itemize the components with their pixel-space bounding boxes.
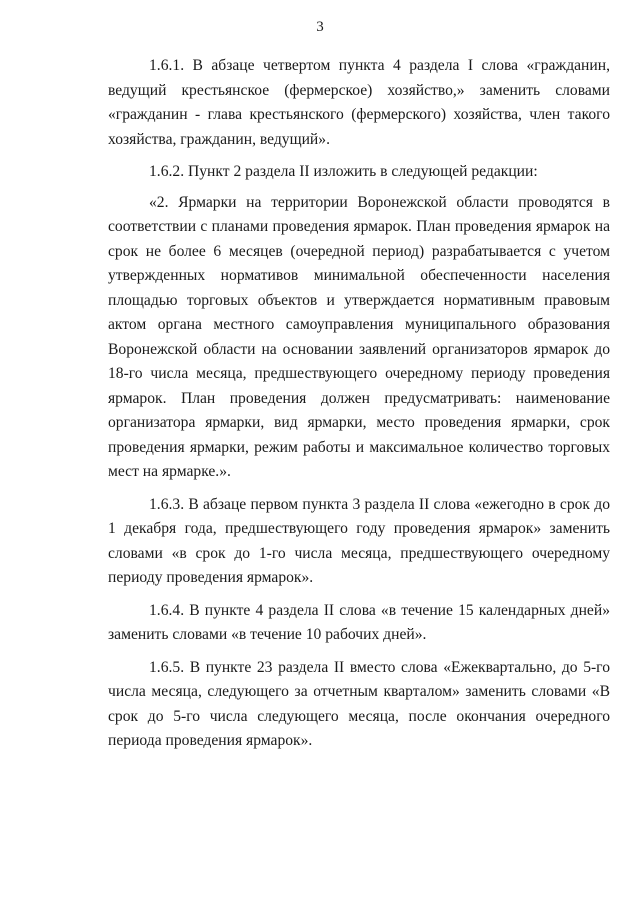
paragraph-1-6-4: 1.6.4. В пункте 4 раздела II слова «в течение 15 календарных дней» заменить словами «в течение 10 рабочих дней». (108, 601, 610, 643)
paragraph-1-6-3: 1.6.3. В абзаце первом пункта 3 раздела II слова «ежегодно в срок до 1 декабря года, предшествующего году проведения ярмарок» заменить словами «в срок до 1-го числа месяца, предшествующего очередному периоду проведения ярмарок». (108, 495, 610, 586)
paragraph-1-6-1: 1.6.1. В абзаце четвертом пункта 4 раздела I слова «гражданин, ведущий крестьянское (фермерское) хозяйство,» заменить словами «гражданин - глава крестьянского (фермерского) хозяйства, член такого хозяйства, гражданин, ведущий». (108, 57, 610, 148)
paragraph-quoted-item-2: «2. Ярмарки на территории Воронежской области проводятся в соответствии с планами проведения ярмарок. План проведения ярмарок на срок не более 6 месяцев (очередной период) разрабатывается с учетом утвержденных нормативов минимальной обеспеченности населения площадью торговых объектов и утверждается нормативным правовым актом органа местного самоуправления муниципального образования Воронежской области на основании заявлений организаторов ярмарок до 18-го числа месяца, предшествующего очередному периоду проведения ярмарок. План проведения должен предусматривать: наименование организатора ярмарки, вид ярмарки, место проведения ярмарки, срок проведения ярмарки, режим работы и максимальное количество торговых мест на ярмарке.». (108, 193, 610, 480)
paragraph-1-6-2: 1.6.2. Пункт 2 раздела II изложить в следующей редакции: (149, 163, 538, 180)
page-number: 3 (316, 19, 324, 35)
paragraph-1-6-5: 1.6.5. В пункте 23 раздела II вместо слова «Ежеквартально, до 5-го числа месяца, следующего за отчетным кварталом» заменить словами «В срок до 5-го числа следующего месяца, после окончания очередного периода проведения ярмарок». (108, 658, 610, 749)
document-body (108, 54, 610, 762)
